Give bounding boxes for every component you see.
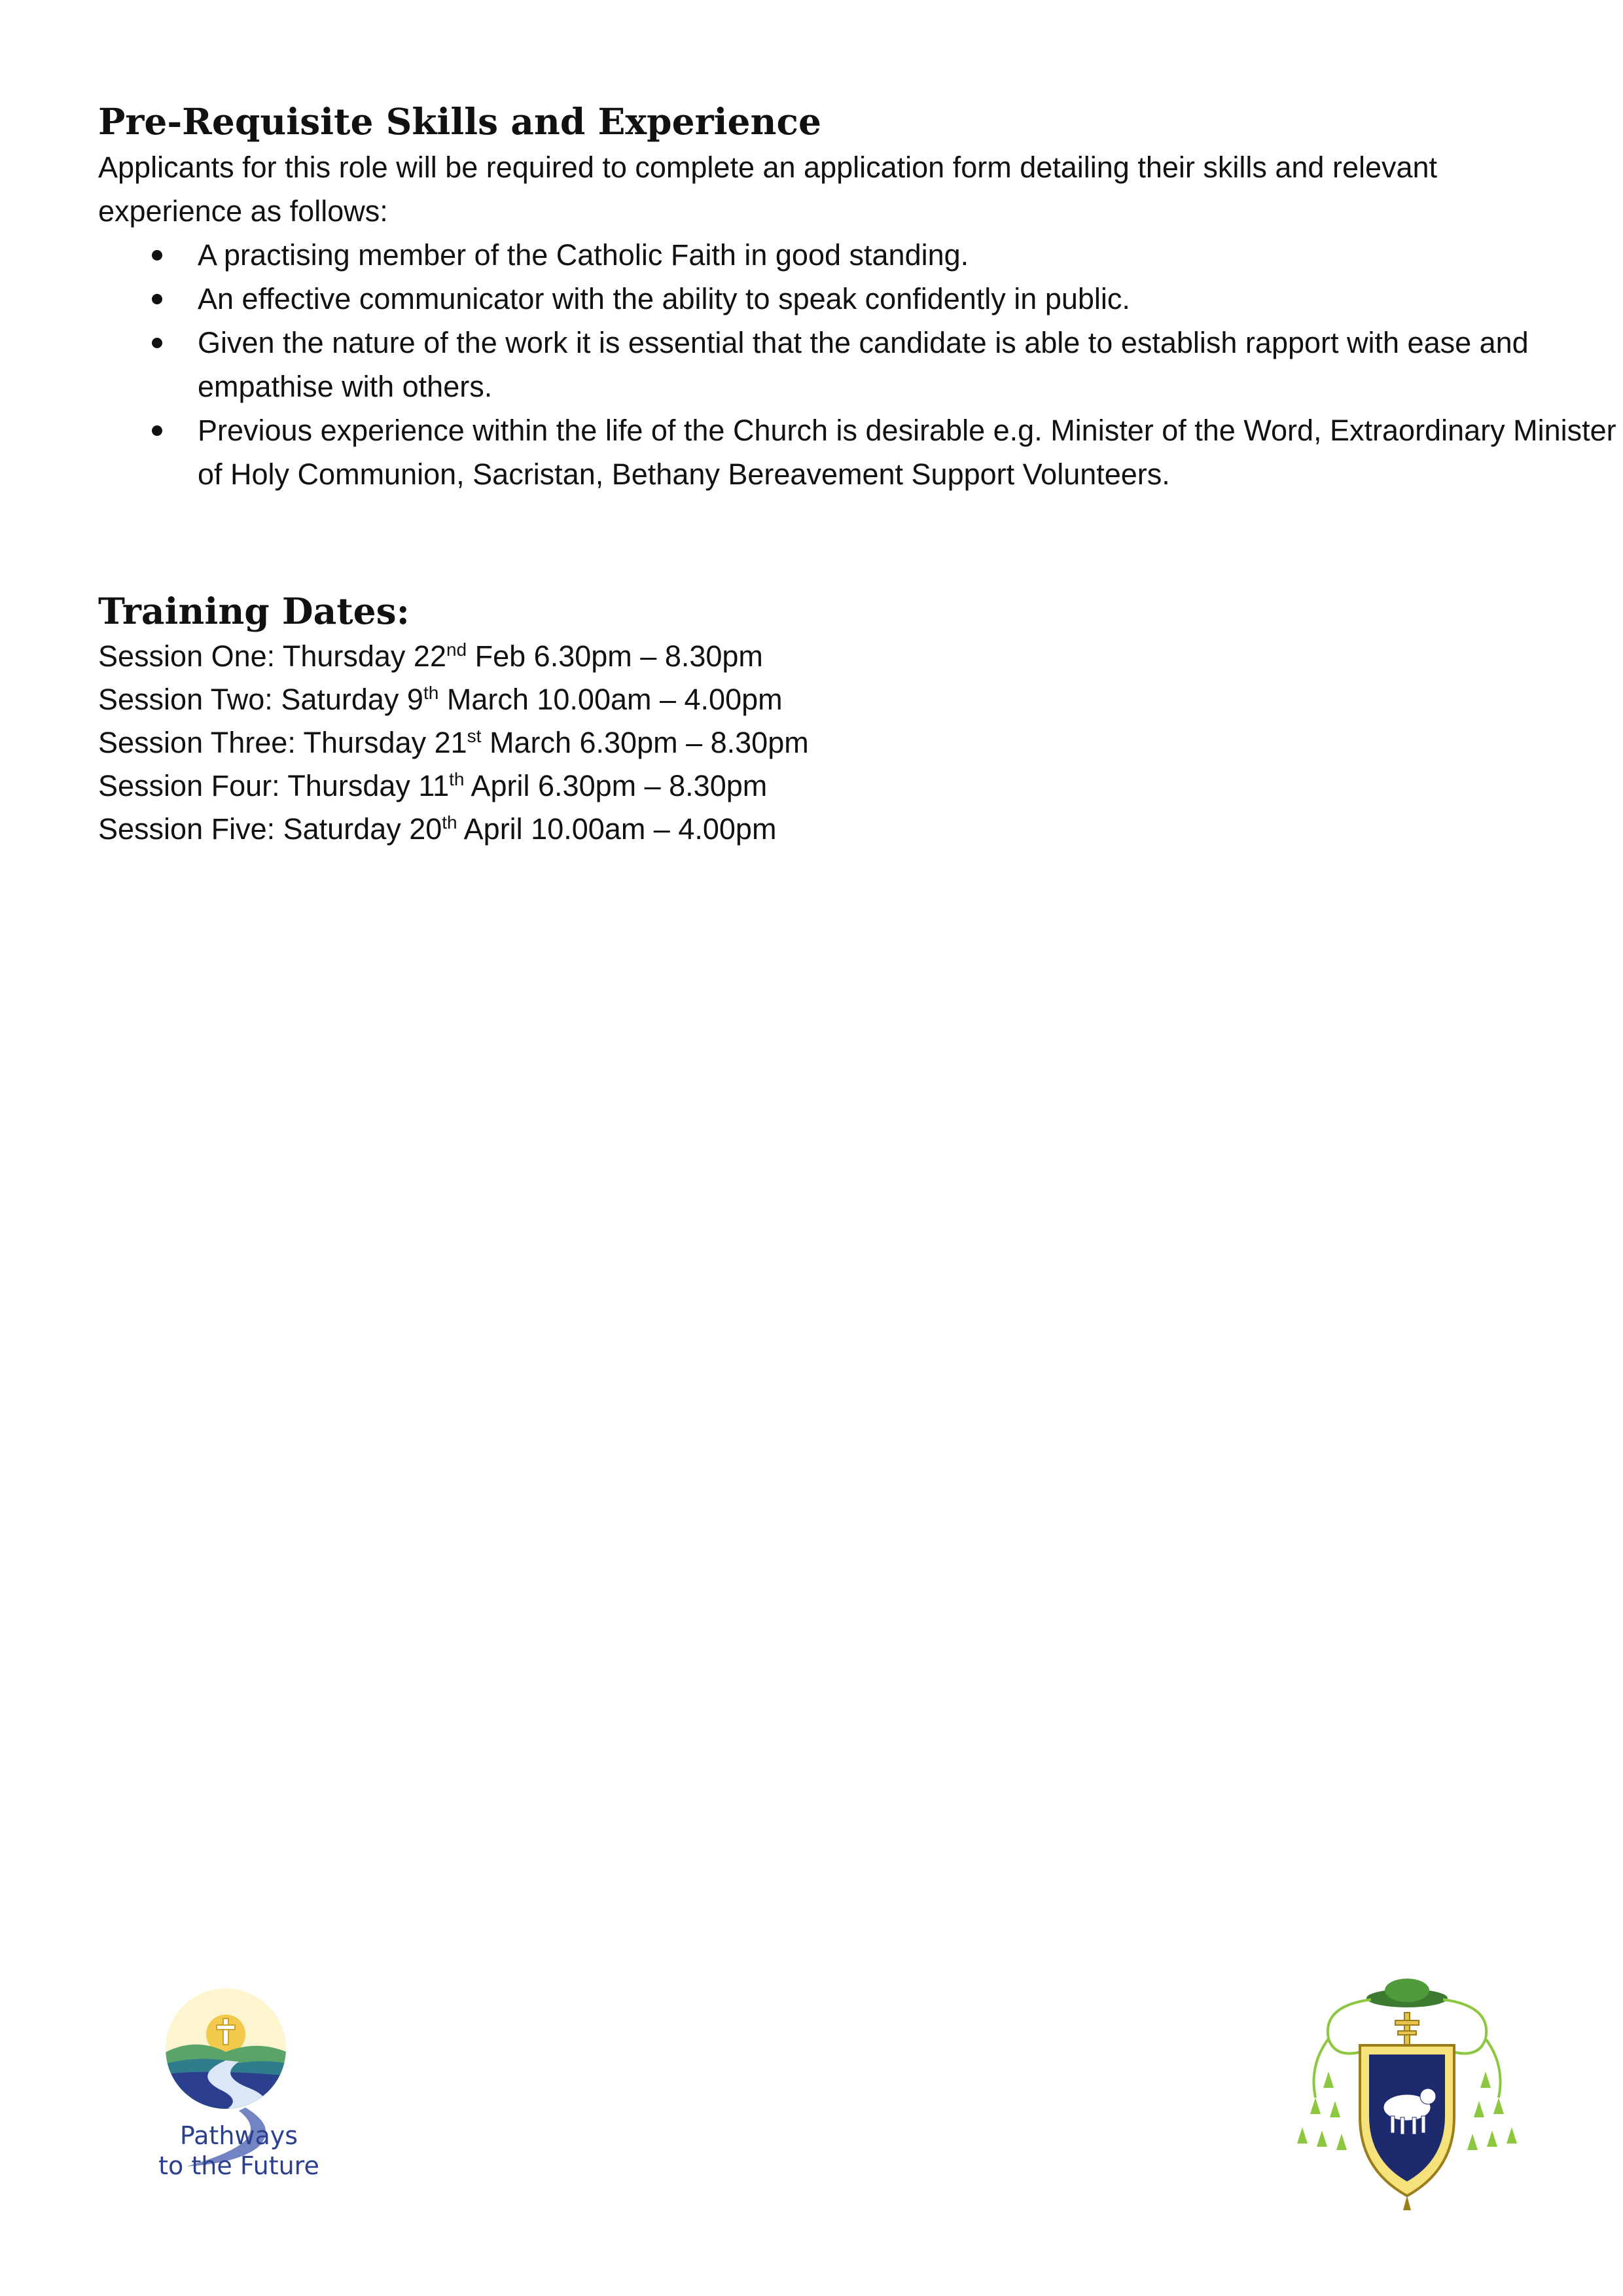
session-line <box>98 678 1538 721</box>
list-item-text: Previous experience within the life of the Church is desirable e.g. Minister of the Word, Extraordinary Minister of Holy Communion, Sacristan, Bethany Bereavement Support Volunteers. <box>198 414 1616 491</box>
pathways-logo-text <box>141 2121 337 2181</box>
session-ordinal: st <box>467 726 482 746</box>
session-line <box>98 808 1538 851</box>
bullet-icon <box>152 294 162 304</box>
training-section <box>98 588 1538 851</box>
skills-section <box>98 98 1616 496</box>
training-heading: Training Dates: <box>98 590 410 632</box>
list-item-text: An effective communicator with the ability to speak confidently in public. <box>198 282 1130 315</box>
bullet-icon <box>152 338 162 348</box>
session-ordinal: th <box>423 683 439 703</box>
page-content <box>98 98 1616 851</box>
skills-intro: Applicants for this role will be required to complete an application form detailing their skills and relevant experience as follows: <box>98 151 1438 228</box>
session-text: Session Three: Thursday 21 <box>98 726 467 759</box>
list-item-text: A practising member of the Catholic Faith in good standing. <box>198 238 969 272</box>
logo-line-1: Pathways <box>179 2121 298 2150</box>
session-time: April 10.00am – 4.00pm <box>457 812 777 846</box>
session-text: Session Two: Saturday 9 <box>98 683 423 716</box>
session-time: Feb 6.30pm – 8.30pm <box>467 639 763 673</box>
list-item <box>98 321 1623 408</box>
session-time: March 10.00am – 4.00pm <box>438 683 783 716</box>
session-text: Session One: Thursday 22 <box>98 639 446 673</box>
list-item <box>98 408 1623 496</box>
logo-line-2: to the Future <box>158 2151 319 2180</box>
list-item <box>98 233 1623 277</box>
list-item <box>98 277 1623 321</box>
bullet-icon <box>152 250 162 260</box>
session-text: Session Four: Thursday 11 <box>98 769 450 802</box>
list-item-text: Given the nature of the work it is essential that the candidate is able to establish rapport with ease and empathise with others. <box>198 326 1529 403</box>
session-ordinal: th <box>449 769 465 789</box>
session-text: Session Five: Saturday 20 <box>98 812 442 846</box>
session-time: March 6.30pm – 8.30pm <box>481 726 809 759</box>
diocesan-crest-icon <box>1283 1973 1531 2222</box>
session-line <box>98 635 1538 678</box>
session-ordinal: th <box>442 812 457 833</box>
session-ordinal: nd <box>446 639 467 660</box>
session-line <box>98 721 1538 764</box>
bullet-icon <box>152 425 162 436</box>
session-time: April 6.30pm – 8.30pm <box>464 769 768 802</box>
section-spacer <box>98 496 1538 588</box>
skills-list <box>98 233 1616 496</box>
skills-heading: Pre-Requisite Skills and Experience <box>98 100 821 143</box>
session-line <box>98 764 1538 808</box>
